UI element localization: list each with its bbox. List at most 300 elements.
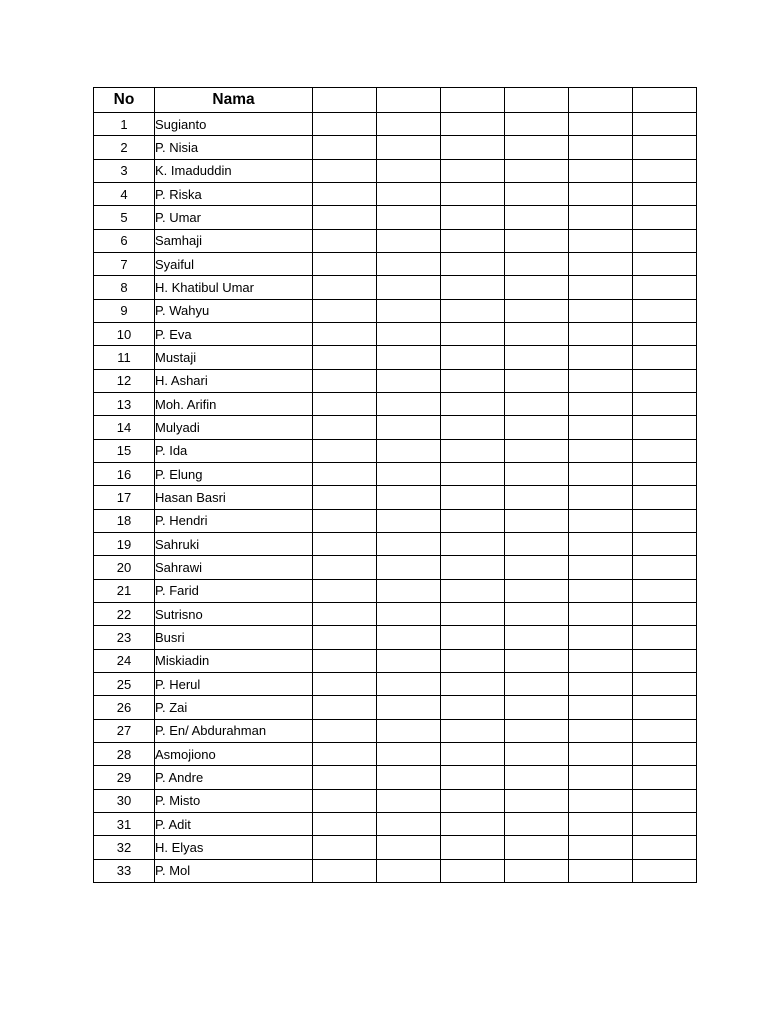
blank-cell [633,812,697,835]
row-number-cell: 11 [94,346,155,369]
blank-cell [313,206,377,229]
blank-cell [505,742,569,765]
blank-cell [633,836,697,859]
row-number-cell: 33 [94,859,155,882]
blank-cell [441,159,505,182]
blank-cell [633,696,697,719]
blank-cell [569,789,633,812]
name-cell: Mulyadi [155,416,313,439]
name-cell: P. Nisia [155,136,313,159]
blank-cell [441,486,505,509]
table-row [94,719,697,742]
blank-cell [377,579,441,602]
blank-cell [505,812,569,835]
blank-cell [313,649,377,672]
name-cell: P. Misto [155,789,313,812]
blank-cell [505,649,569,672]
blank-cell [633,719,697,742]
row-number-cell: 28 [94,742,155,765]
blank-cell [313,789,377,812]
blank-cell [505,836,569,859]
name-cell: P. En/ Abdurahman [155,719,313,742]
blank-cell [313,369,377,392]
row-number-cell: 5 [94,206,155,229]
name-cell: Syaiful [155,252,313,275]
blank-cell [441,252,505,275]
blank-cell [313,276,377,299]
blank-cell [313,626,377,649]
blank-cell [377,649,441,672]
header-extra-5 [569,88,633,113]
blank-cell [313,812,377,835]
table-row [94,462,697,485]
blank-cell [569,299,633,322]
row-number-cell: 9 [94,299,155,322]
blank-cell [313,182,377,205]
blank-cell [377,416,441,439]
blank-cell [441,672,505,695]
blank-cell [377,602,441,625]
blank-cell [377,439,441,462]
blank-cell [505,392,569,415]
blank-cell [505,509,569,532]
name-cell: H. Elyas [155,836,313,859]
blank-cell [377,836,441,859]
row-number-cell: 15 [94,439,155,462]
name-cell: P. Wahyu [155,299,313,322]
blank-cell [377,696,441,719]
name-cell: P. Elung [155,462,313,485]
table-row [94,416,697,439]
blank-cell [441,276,505,299]
blank-cell [505,299,569,322]
table-row [94,509,697,532]
blank-cell [313,462,377,485]
blank-cell [377,532,441,555]
blank-cell [505,369,569,392]
name-cell: Sugianto [155,113,313,136]
table-row [94,859,697,882]
blank-cell [441,579,505,602]
name-cell: P. Zai [155,696,313,719]
table-row [94,696,697,719]
header-extra-4 [505,88,569,113]
blank-cell [441,556,505,579]
table-row [94,229,697,252]
header-extra-3 [441,88,505,113]
header-extra-1 [313,88,377,113]
blank-cell [633,159,697,182]
blank-cell [313,416,377,439]
table-row [94,486,697,509]
row-number-cell: 25 [94,672,155,695]
blank-cell [441,836,505,859]
name-cell: Miskiadin [155,649,313,672]
blank-cell [441,369,505,392]
name-cell: P. Adit [155,812,313,835]
blank-cell [313,299,377,322]
blank-cell [441,206,505,229]
name-cell: P. Hendri [155,509,313,532]
blank-cell [377,719,441,742]
blank-cell [441,649,505,672]
blank-cell [313,766,377,789]
name-cell: Sahruki [155,532,313,555]
blank-cell [313,509,377,532]
blank-cell [377,742,441,765]
blank-cell [633,556,697,579]
header-no: No [94,88,155,113]
blank-cell [313,346,377,369]
blank-cell [633,462,697,485]
table-row [94,299,697,322]
blank-cell [569,556,633,579]
blank-cell [569,322,633,345]
table-row [94,812,697,835]
blank-cell [569,626,633,649]
table-row [94,579,697,602]
blank-cell [633,789,697,812]
blank-cell [377,346,441,369]
blank-cell [377,229,441,252]
name-cell: P. Andre [155,766,313,789]
blank-cell [505,602,569,625]
table-body [94,113,697,883]
blank-cell [441,509,505,532]
row-number-cell: 31 [94,812,155,835]
blank-cell [377,322,441,345]
row-number-cell: 13 [94,392,155,415]
blank-cell [377,789,441,812]
row-number-cell: 23 [94,626,155,649]
blank-cell [377,182,441,205]
blank-cell [441,742,505,765]
blank-cell [569,696,633,719]
blank-cell [633,322,697,345]
blank-cell [569,252,633,275]
table-row [94,369,697,392]
blank-cell [505,276,569,299]
blank-cell [313,719,377,742]
blank-cell [313,252,377,275]
blank-cell [377,252,441,275]
blank-cell [633,859,697,882]
name-cell: P. Herul [155,672,313,695]
blank-cell [313,159,377,182]
blank-cell [377,486,441,509]
row-number-cell: 3 [94,159,155,182]
row-number-cell: 6 [94,229,155,252]
blank-cell [377,276,441,299]
blank-cell [633,276,697,299]
table-row [94,649,697,672]
blank-cell [505,206,569,229]
blank-cell [441,766,505,789]
blank-cell [441,532,505,555]
blank-cell [377,672,441,695]
blank-cell [441,299,505,322]
blank-cell [441,439,505,462]
blank-cell [633,742,697,765]
blank-cell [505,322,569,345]
row-number-cell: 24 [94,649,155,672]
blank-cell [313,229,377,252]
blank-cell [569,206,633,229]
blank-cell [569,439,633,462]
row-number-cell: 19 [94,532,155,555]
blank-cell [441,416,505,439]
blank-cell [441,626,505,649]
blank-cell [377,159,441,182]
row-number-cell: 1 [94,113,155,136]
blank-cell [633,766,697,789]
blank-cell [569,346,633,369]
blank-cell [505,719,569,742]
table-row [94,836,697,859]
blank-cell [377,392,441,415]
blank-cell [569,672,633,695]
blank-cell [633,602,697,625]
blank-cell [377,113,441,136]
blank-cell [313,836,377,859]
blank-cell [313,742,377,765]
blank-cell [441,229,505,252]
blank-cell [377,299,441,322]
table-row [94,346,697,369]
blank-cell [313,579,377,602]
blank-cell [505,416,569,439]
blank-cell [441,789,505,812]
name-cell: P. Riska [155,182,313,205]
blank-cell [505,532,569,555]
blank-cell [441,859,505,882]
blank-cell [569,719,633,742]
row-number-cell: 10 [94,322,155,345]
table-row [94,113,697,136]
blank-cell [505,859,569,882]
blank-cell [569,182,633,205]
blank-cell [313,113,377,136]
blank-cell [377,206,441,229]
blank-cell [313,392,377,415]
name-cell: K. Imaduddin [155,159,313,182]
blank-cell [505,672,569,695]
blank-cell [569,532,633,555]
blank-cell [313,556,377,579]
row-number-cell: 4 [94,182,155,205]
row-number-cell: 14 [94,416,155,439]
row-number-cell: 8 [94,276,155,299]
blank-cell [505,136,569,159]
header-row [94,88,697,113]
row-number-cell: 2 [94,136,155,159]
name-cell: P. Eva [155,322,313,345]
blank-cell [313,486,377,509]
blank-cell [633,113,697,136]
blank-cell [569,579,633,602]
blank-cell [569,159,633,182]
row-number-cell: 32 [94,836,155,859]
blank-cell [505,439,569,462]
blank-cell [505,556,569,579]
name-cell: Busri [155,626,313,649]
blank-cell [441,392,505,415]
blank-cell [313,136,377,159]
blank-cell [377,626,441,649]
blank-cell [569,113,633,136]
blank-cell [505,159,569,182]
blank-cell [633,509,697,532]
blank-cell [633,579,697,602]
blank-cell [633,136,697,159]
row-number-cell: 7 [94,252,155,275]
blank-cell [633,486,697,509]
blank-cell [441,462,505,485]
row-number-cell: 20 [94,556,155,579]
blank-cell [633,229,697,252]
blank-cell [569,766,633,789]
table-row [94,182,697,205]
blank-cell [569,462,633,485]
table-row [94,766,697,789]
blank-cell [569,836,633,859]
table-row [94,602,697,625]
blank-cell [377,766,441,789]
header-extra-6 [633,88,697,113]
attendance-table [93,87,697,883]
name-cell: Asmojiono [155,742,313,765]
row-number-cell: 29 [94,766,155,789]
blank-cell [441,113,505,136]
blank-cell [313,532,377,555]
table-row [94,439,697,462]
blank-cell [633,206,697,229]
blank-cell [377,509,441,532]
table-row [94,322,697,345]
blank-cell [313,322,377,345]
row-number-cell: 22 [94,602,155,625]
blank-cell [569,229,633,252]
blank-cell [313,439,377,462]
blank-cell [505,626,569,649]
name-cell: Hasan Basri [155,486,313,509]
blank-cell [569,486,633,509]
name-cell: H. Khatibul Umar [155,276,313,299]
row-number-cell: 18 [94,509,155,532]
name-cell: Mustaji [155,346,313,369]
row-number-cell: 21 [94,579,155,602]
table-row [94,159,697,182]
row-number-cell: 27 [94,719,155,742]
table-row [94,742,697,765]
blank-cell [633,392,697,415]
blank-cell [569,742,633,765]
table-row [94,136,697,159]
table-row [94,626,697,649]
blank-cell [505,182,569,205]
blank-cell [441,602,505,625]
header-nama: Nama [155,88,313,113]
blank-cell [633,626,697,649]
blank-cell [377,462,441,485]
blank-cell [441,182,505,205]
blank-cell [505,229,569,252]
table-row [94,206,697,229]
blank-cell [569,136,633,159]
table-row [94,276,697,299]
blank-cell [313,672,377,695]
name-cell: Samhaji [155,229,313,252]
table-row [94,556,697,579]
blank-cell [441,322,505,345]
name-cell: P. Farid [155,579,313,602]
name-cell: P. Mol [155,859,313,882]
name-cell: Sahrawi [155,556,313,579]
blank-cell [569,392,633,415]
blank-cell [441,696,505,719]
row-number-cell: 16 [94,462,155,485]
blank-cell [505,696,569,719]
table-row [94,252,697,275]
blank-cell [569,859,633,882]
blank-cell [633,672,697,695]
blank-cell [569,649,633,672]
blank-cell [569,369,633,392]
blank-cell [505,579,569,602]
blank-cell [569,416,633,439]
blank-cell [313,696,377,719]
blank-cell [505,346,569,369]
blank-cell [505,113,569,136]
name-cell: P. Ida [155,439,313,462]
blank-cell [441,346,505,369]
blank-cell [377,136,441,159]
row-number-cell: 17 [94,486,155,509]
blank-cell [377,369,441,392]
blank-cell [633,299,697,322]
blank-cell [569,276,633,299]
blank-cell [505,252,569,275]
name-cell: Sutrisno [155,602,313,625]
header-extra-2 [377,88,441,113]
blank-cell [441,812,505,835]
blank-cell [569,602,633,625]
blank-cell [313,859,377,882]
blank-cell [377,556,441,579]
table-row [94,392,697,415]
table-row [94,672,697,695]
blank-cell [633,416,697,439]
blank-cell [441,719,505,742]
row-number-cell: 26 [94,696,155,719]
name-cell: P. Umar [155,206,313,229]
table-row [94,789,697,812]
blank-cell [633,532,697,555]
blank-cell [505,766,569,789]
blank-cell [377,812,441,835]
blank-cell [441,136,505,159]
row-number-cell: 30 [94,789,155,812]
table-row [94,532,697,555]
blank-cell [313,602,377,625]
blank-cell [633,369,697,392]
blank-cell [633,649,697,672]
blank-cell [633,182,697,205]
blank-cell [569,812,633,835]
blank-cell [377,859,441,882]
name-cell: H. Ashari [155,369,313,392]
name-cell: Moh. Arifin [155,392,313,415]
